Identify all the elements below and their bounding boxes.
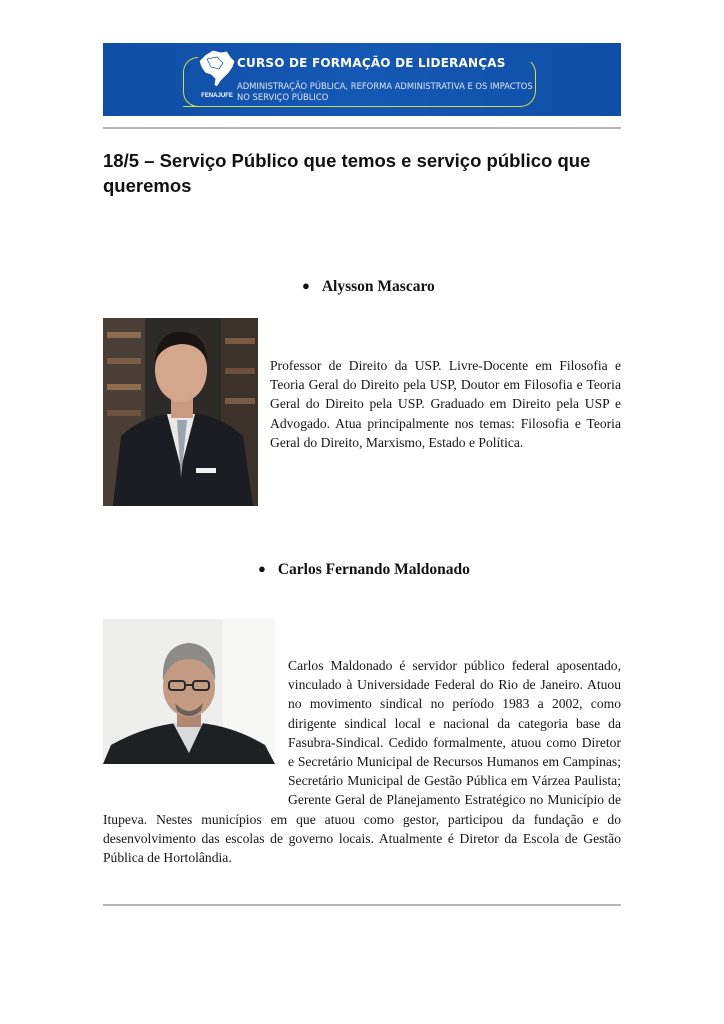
brazil-map-icon	[197, 47, 237, 91]
speaker-bio-1: Professor de Direito da USP. Livre-Docente em Filosofia e Teoria Geral do Direito pela USP, Doutor em Filosofia e Teoria Geral do Direito pela USP. Graduado em Direito pela USP e Advogado. Atua principalmente nos temas: Filosofia e Teoria Geral do Direito, Marxismo, Estado e Política.	[270, 358, 621, 450]
speaker-photo-2	[103, 619, 275, 764]
bottom-divider	[103, 904, 621, 906]
speaker-name-1	[302, 278, 435, 296]
speaker-photo-1	[103, 318, 258, 506]
brand-name: FENAJUFE	[201, 93, 233, 99]
speaker-name-text: Carlos Fernando Maldonado	[277, 561, 470, 578]
top-divider	[103, 127, 621, 129]
bullet-icon: ●	[258, 561, 266, 576]
speaker-bio-2: Carlos Maldonado é servidor público federal aposentado, vinculado à Universidade Federal do Rio de Janeiro. Atuou no movimento sindical no período 1983 a 2002, como dirigente sindical local e nacional da categoria base da Fasubra-Sindical. Cedido formalmente, atuou como Diretor e Secretário Municipal de Recursos Humanos em Campinas; Secretário Municipal de Gestão Pública em Várzea Paulista; Gerente Geral de Planejamento Estratégico no Município de Itupeva. Nestes municípios em que atuou como gestor, participou da fundação e do desenvolvimento das escolas de governo locais. Atualmente é Diretor da Escola de Gestão Pública de Hortolândia.	[103, 658, 621, 866]
banner-subtitle: ADMINISTRAÇÃO PÚBLICA, REFORMA ADMINISTRATIVA E OS IMPACTOS NO SERVIÇO PÚBLICO	[237, 81, 533, 102]
banner-title: CURSO DE FORMAÇÃO DE LIDERANÇAS	[237, 56, 506, 70]
course-banner	[103, 43, 621, 116]
bullet-icon: ●	[302, 278, 310, 293]
speaker-name-text: Alysson Mascaro	[321, 278, 435, 295]
speaker-name-2	[258, 561, 470, 579]
page-heading: 18/5 – Serviço Público que temos e serviço público que queremos	[103, 150, 591, 196]
